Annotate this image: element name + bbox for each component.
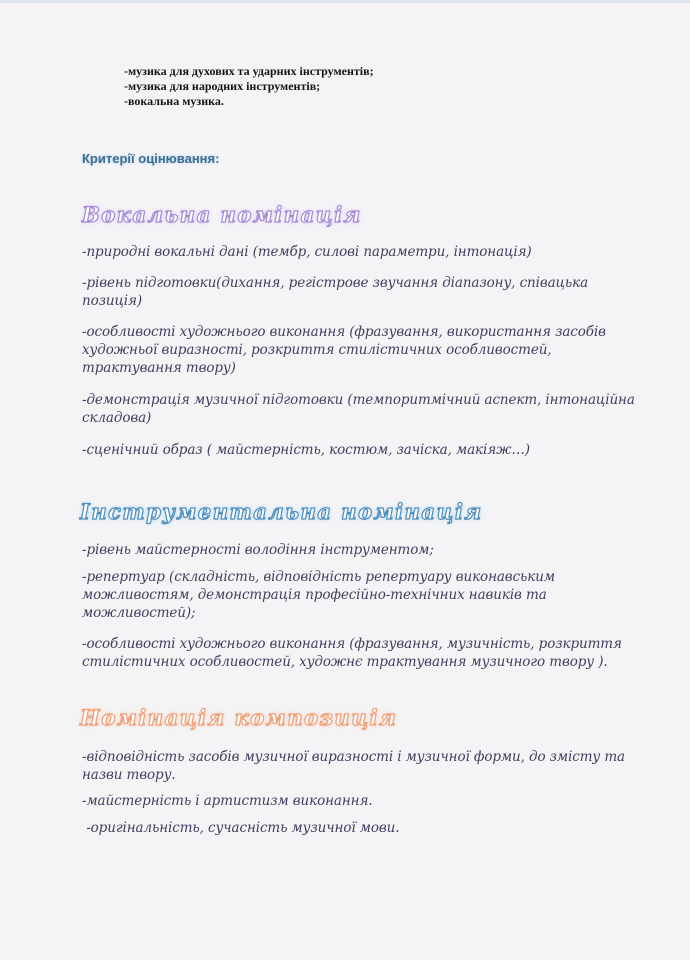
category-list bbox=[124, 64, 544, 109]
vocal-nomination-title: Вокальна номінація bbox=[82, 202, 362, 227]
category-item: -вокальна музика. bbox=[124, 94, 224, 108]
composition-criterion: -оригінальність, сучасність музичної мови. bbox=[82, 820, 400, 836]
instrumental-criterion: -репертуар (складність, відповідність репертуару виконавським можливостям, демонстрація професійно-технічних навиків та можливостей); bbox=[82, 569, 555, 621]
vocal-criterion: -сценічний образ ( майстерність, костюм, зачіска, макіяж…) bbox=[82, 442, 530, 458]
vocal-criterion: -демонстрація музичної підготовки (темпоритмічний аспект, інтонаційна складова) bbox=[82, 392, 635, 426]
composition-criterion: -майстерність і артистизм виконання. bbox=[82, 793, 373, 809]
composition-nomination-title: Номінація композиція bbox=[80, 705, 398, 730]
vocal-criterion: -природні вокальні дані (тембр, силові параметри, інтонація) bbox=[82, 244, 532, 260]
instrumental-criterion: -особливості художнього виконання (фразування, музичність, розкриття стилістичних особливостей, художнє трактування музичного твору ). bbox=[82, 636, 622, 670]
criteria-heading: Критерії оцінювання: bbox=[82, 151, 220, 166]
composition-criterion: -відповідність засобів музичної виразності і музичної форми, до змісту та назви твору. bbox=[82, 749, 625, 783]
instrumental-nomination-title: Інструментальна номінація bbox=[80, 499, 483, 524]
vocal-criterion: -рівень підготовки(дихання, регістрове звучання діапазону, співацька позиція) bbox=[82, 275, 589, 309]
category-item: -музика для народних інструментів; bbox=[124, 79, 321, 93]
category-item: -музика для духових та ударних інструментів; bbox=[124, 64, 374, 78]
instrumental-criterion: -рівень майстерності володіння інструментом; bbox=[82, 542, 434, 558]
vocal-criterion: -особливості художнього виконання (фразування, використання засобів художньої виразності, розкриття стилістичних особливостей, трактування твору) bbox=[82, 324, 606, 376]
